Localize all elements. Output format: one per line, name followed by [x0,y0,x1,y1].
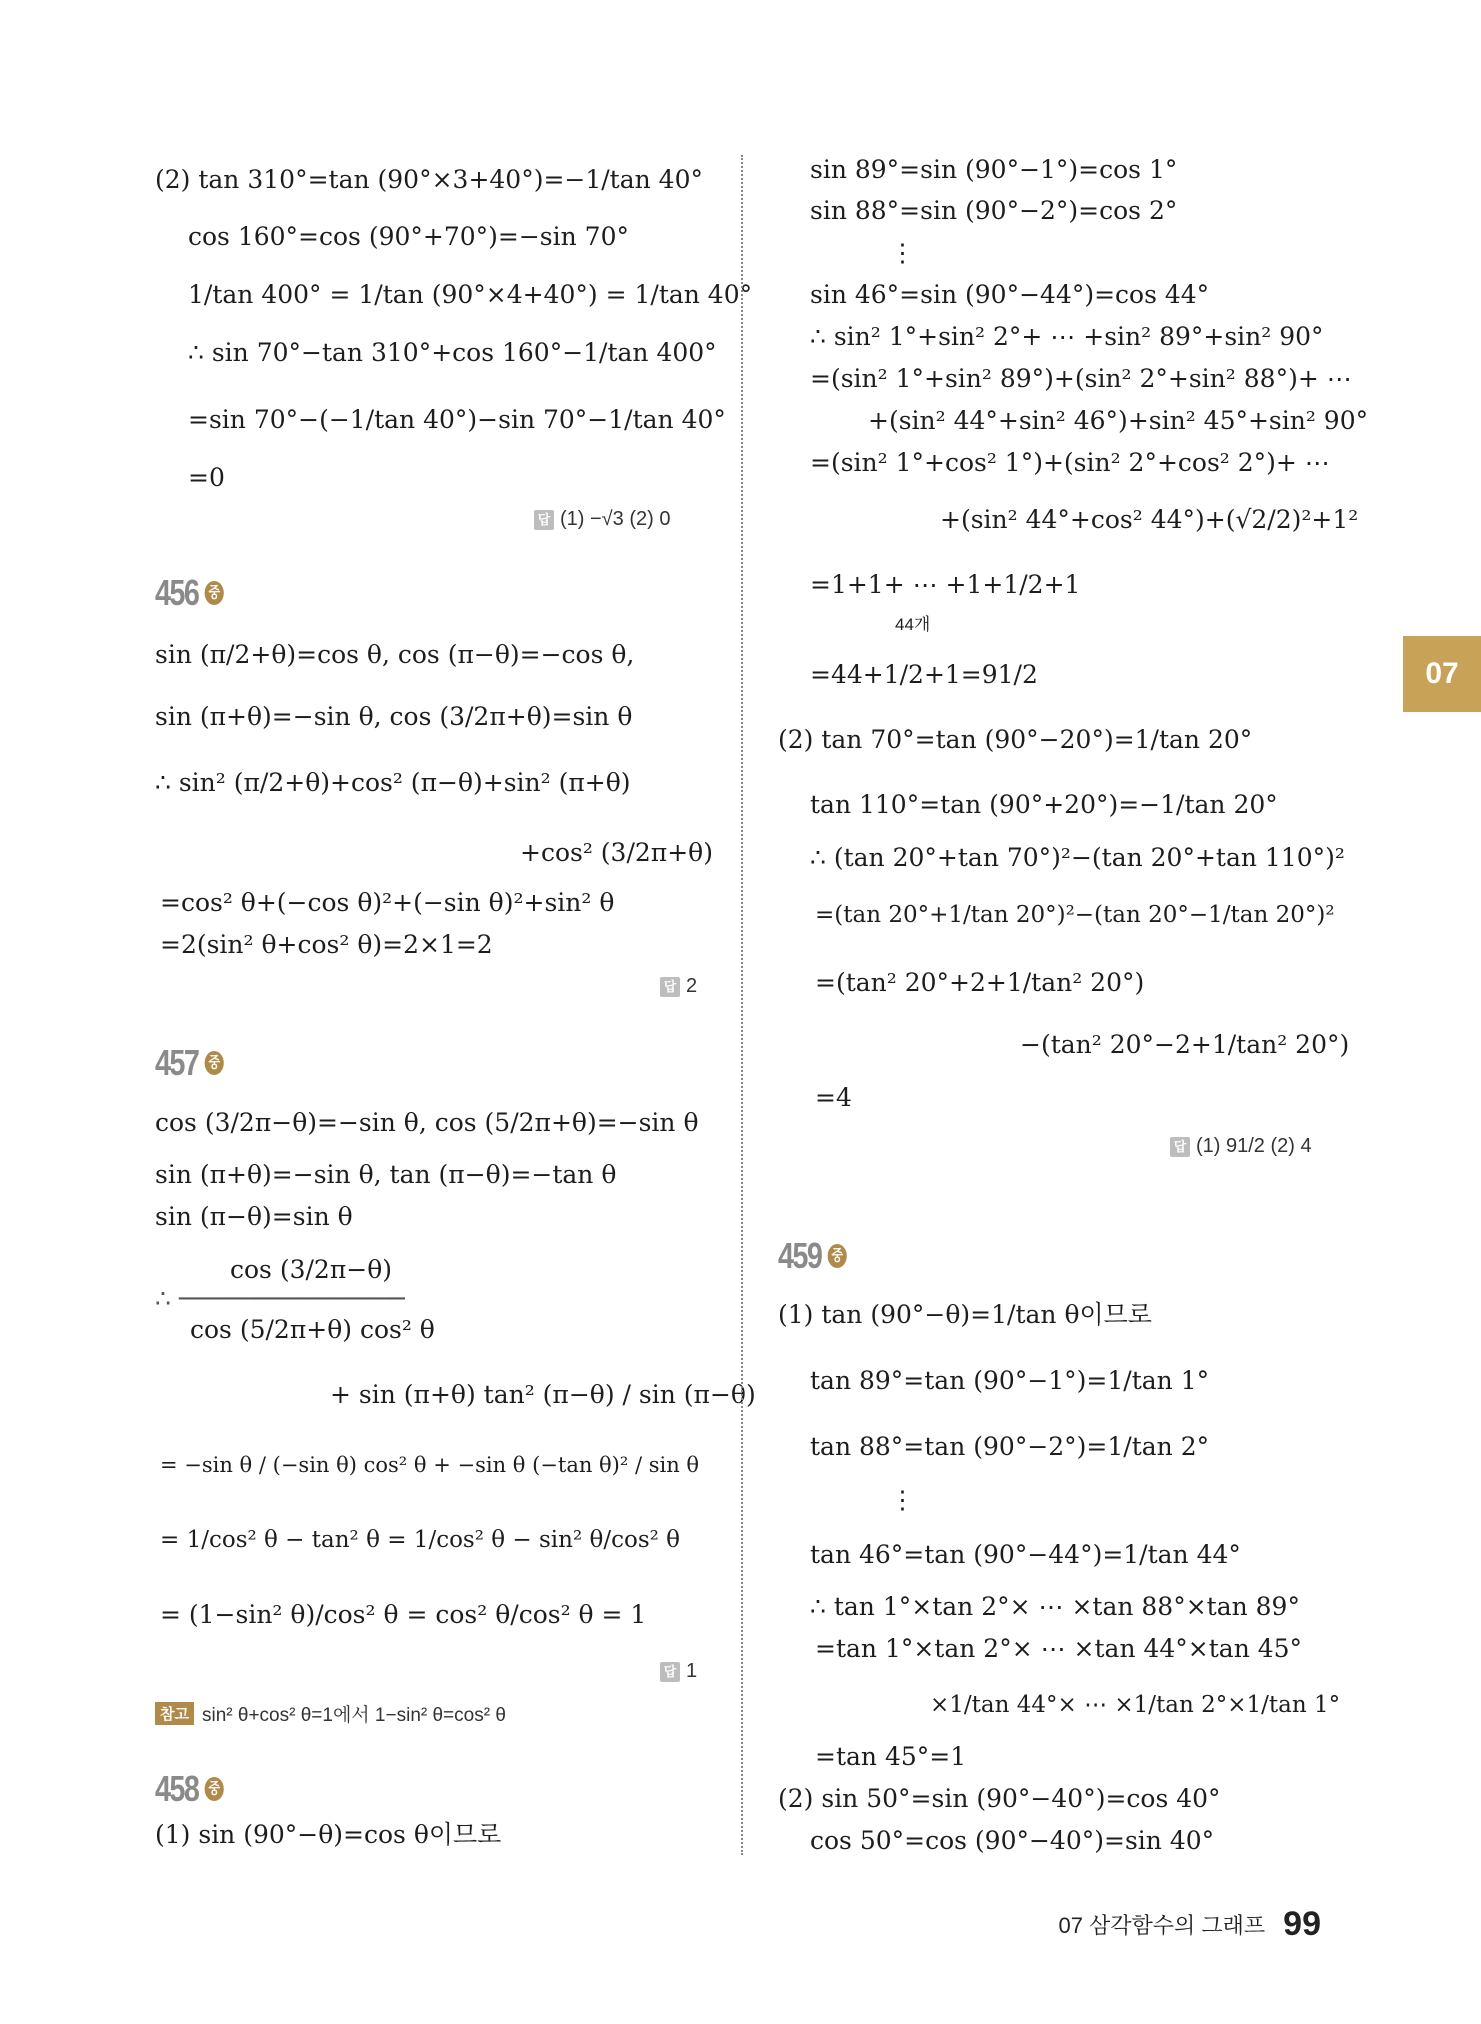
math-line: =4 [815,1083,852,1112]
answer-tag: 답 [1170,1137,1190,1157]
difficulty-badge: 중 [205,581,224,605]
math-line: sin (π+θ)=−sin θ, cos (3/2π+θ)=sin θ [155,702,633,731]
difficulty-badge: 중 [205,1777,224,1801]
math-line: =tan 1°×tan 2°× ⋯ ×tan 44°×tan 45° [815,1634,1303,1663]
math-line: ⋮ [890,238,915,267]
math-line: =1+1+ ⋯ +1+1/2+1 [810,570,1081,599]
math-line: cos (3/2π−θ)=−sin θ, cos (5/2π+θ)=−sin θ [155,1108,699,1137]
math-line: sin (π/2+θ)=cos θ, cos (π−θ)=−cos θ, [155,640,635,669]
math-line: (1) sin (90°−θ)=cos θ이므로 [155,1820,502,1849]
math-line: (2) tan 70°=tan (90°−20°)=1/tan 20° [778,725,1253,754]
chapter-tab: 07 [1403,636,1481,712]
math-line: ∴ sin² 1°+sin² 2°+ ⋯ +sin² 89°+sin² 90° [810,322,1324,351]
answer-tag: 답 [660,1662,680,1682]
math-line: ⋮ [890,1485,915,1514]
brace-label: 44개 [895,615,931,634]
page-number: 99 [1283,1905,1321,1943]
reference-note [155,1700,506,1727]
math-line: =(tan 20°+1/tan 20°)²−(tan 20°−1/tan 20°)² [815,902,1335,928]
math-line: =(tan² 20°+2+1/tan² 20°) [815,968,1145,997]
math-line: =0 [188,463,225,492]
math-line: tan 46°=tan (90°−44°)=1/tan 44° [810,1540,1241,1569]
math-line: = 1/cos² θ − tan² θ = 1/cos² θ − sin² θ/cos² θ [160,1527,681,1553]
answer-457 [660,1660,697,1683]
math-line: =(sin² 1°+cos² 1°)+(sin² 2°+cos² 2°)+ ⋯ [810,448,1330,477]
math-line: ∴ sin² (π/2+θ)+cos² (π−θ)+sin² (π+θ) [155,768,631,797]
math-line: sin (π−θ)=sin θ [155,1202,353,1231]
math-line: +cos² (3/2π+θ) [520,838,713,867]
math-line: 1/tan 400° = 1/tan (90°×4+40°) = 1/tan 40° [188,280,753,309]
math-line: =(sin² 1°+sin² 89°)+(sin² 2°+sin² 88°)+ ⋯ [810,364,1352,393]
math-line: + sin (π+θ) tan² (π−θ) / sin (π−θ) [330,1380,756,1409]
page-footer [1058,1905,1321,1944]
math-line: (1) tan (90°−θ)=1/tan θ이므로 [778,1300,1152,1329]
math-line: = −sin θ / (−sin θ) cos² θ + −sin θ (−tan θ)² / sin θ [160,1453,700,1477]
math-line: sin 89°=sin (90°−1°)=cos 1° [810,155,1178,184]
math-line: tan 110°=tan (90°+20°)=−1/tan 20° [810,790,1278,819]
math-line: −(tan² 20°−2+1/tan² 20°) [1020,1030,1350,1059]
math-line: =sin 70°−(−1/tan 40°)−sin 70°−1/tan 40° [188,405,726,434]
math-line: =tan 45°=1 [815,1742,967,1771]
math-line: ×1/tan 44°× ⋯ ×1/tan 2°×1/tan 1° [930,1692,1341,1718]
problem-number-457: 457 중 [155,1042,224,1084]
answer-tag: 답 [534,510,554,530]
math-line: ∴ (tan 20°+tan 70°)²−(tan 20°+tan 110°)² [810,843,1345,872]
math-line: sin 46°=sin (90°−44°)=cos 44° [810,280,1210,309]
math-line: sin 88°=sin (90°−2°)=cos 2° [810,196,1178,225]
answer-text: (1) 91/2 (2) 4 [1196,1135,1312,1157]
math-line: cos 160°=cos (90°+70°)=−sin 70° [188,222,629,251]
math-line: =2(sin² θ+cos² θ)=2×1=2 [160,930,493,959]
math-line: (2) tan 310°=tan (90°×3+40°)=−1/tan 40° [155,165,703,194]
problem-number-459: 459 중 [778,1235,847,1277]
math-line: cos (5/2π+θ) cos² θ [190,1315,435,1344]
chapter-title: 07 삼각함수의 그래프 [1058,1913,1266,1938]
answer-tag: 답 [660,977,680,997]
note-tag: 참고 [155,1702,194,1725]
math-line: +(sin² 44°+cos² 44°)+(√2/2)²+1² [940,505,1359,534]
answer-text: (1) −√3 (2) 0 [560,508,671,530]
math-line: ∴ tan 1°×tan 2°× ⋯ ×tan 88°×tan 89° [810,1592,1300,1621]
answer-text: 2 [686,975,698,997]
note-text: sin² θ+cos² θ=1에서 1−sin² θ=cos² θ [201,1705,506,1726]
problem-number-456: 456 중 [155,572,224,614]
answer-458 [1170,1135,1312,1158]
math-line: =cos² θ+(−cos θ)²+(−sin θ)²+sin² θ [160,888,615,917]
math-line: ∴ ─────────────── [155,1284,405,1313]
math-line: =44+1/2+1=91/2 [810,660,1038,689]
difficulty-badge: 중 [205,1051,224,1075]
problem-number-458: 458 중 [155,1768,224,1810]
math-line: cos 50°=cos (90°−40°)=sin 40° [810,1826,1215,1855]
math-line: = (1−sin² θ)/cos² θ = cos² θ/cos² θ = 1 [160,1600,647,1629]
math-line: ∴ sin 70°−tan 310°+cos 160°−1/tan 400° [188,338,717,367]
answer-text: 1 [686,1660,698,1682]
math-line: tan 88°=tan (90°−2°)=1/tan 2° [810,1432,1210,1461]
math-line: +(sin² 44°+sin² 46°)+sin² 45°+sin² 90° [868,406,1369,435]
difficulty-badge: 중 [828,1244,847,1268]
math-line: sin (π+θ)=−sin θ, tan (π−θ)=−tan θ [155,1160,617,1189]
column-divider [741,155,743,1855]
math-line: tan 89°=tan (90°−1°)=1/tan 1° [810,1366,1210,1395]
math-line: (2) sin 50°=sin (90°−40°)=cos 40° [778,1784,1221,1813]
answer-455 [534,508,670,531]
answer-456 [660,975,697,998]
math-line: cos (3/2π−θ) [230,1255,392,1284]
